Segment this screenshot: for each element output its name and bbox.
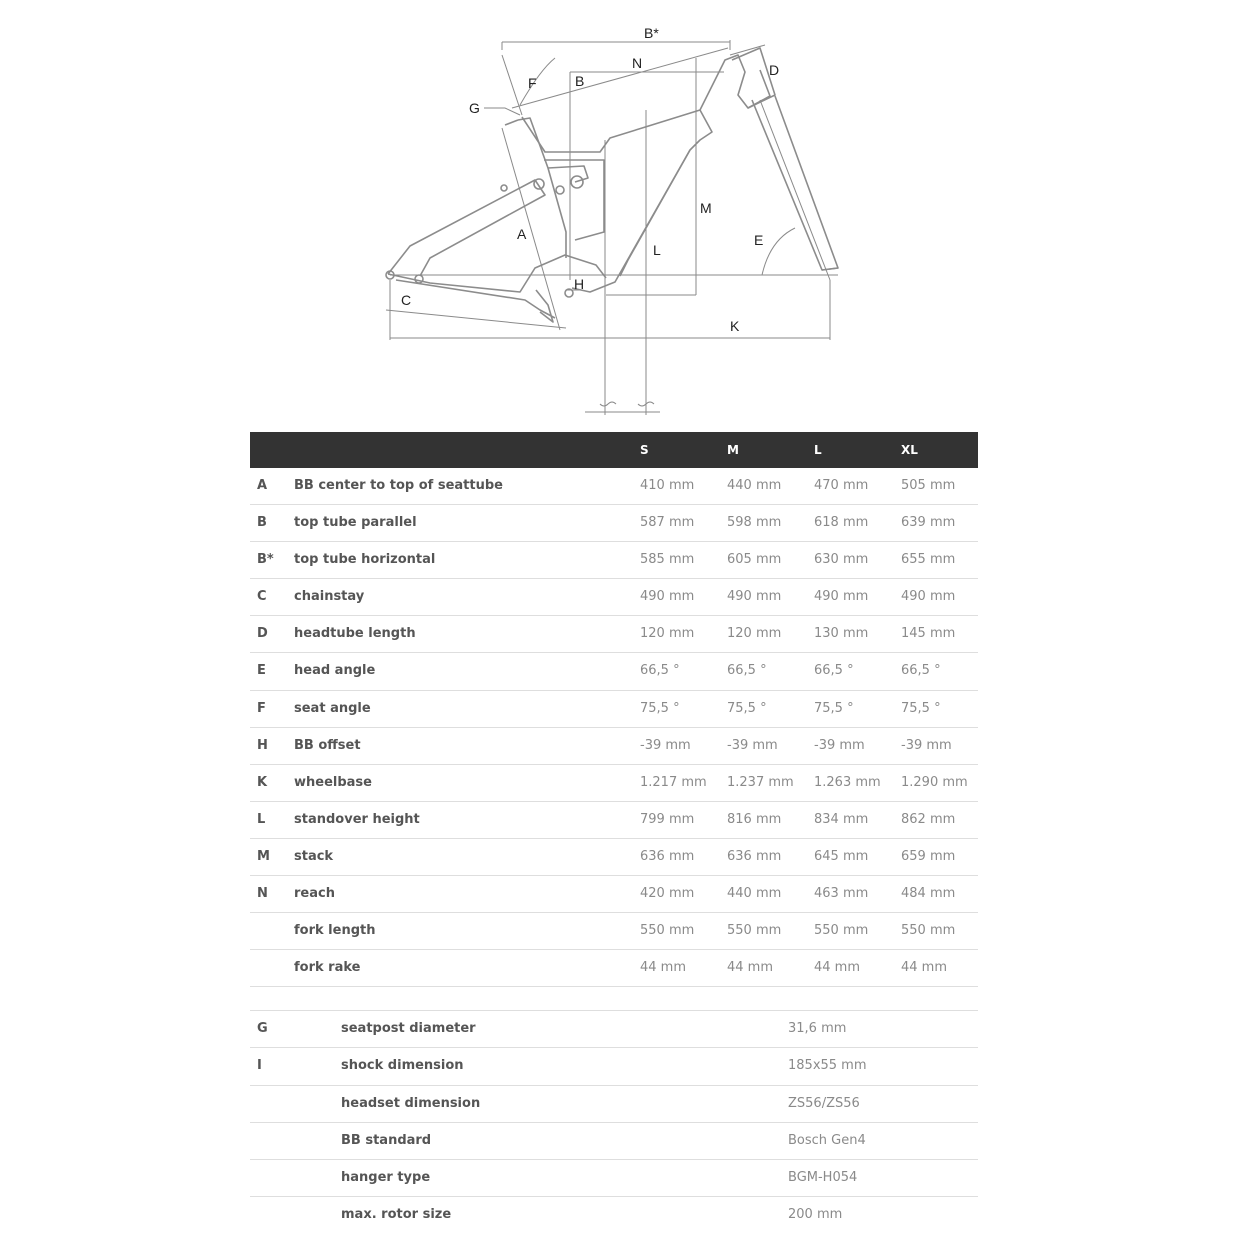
value-size-xl: 66,5 ° xyxy=(901,663,941,679)
header-size-xl: XL xyxy=(901,443,918,457)
value-size-l: 550 mm xyxy=(814,923,869,939)
value-size-l: 75,5 ° xyxy=(814,700,854,716)
row-name: stack xyxy=(294,848,334,864)
frame-geometry-svg xyxy=(0,0,1252,430)
row-name: wheelbase xyxy=(294,774,372,790)
label-f: F xyxy=(528,75,537,91)
value-size-m: 1.237 mm xyxy=(727,774,794,790)
value-size-m: 75,5 ° xyxy=(727,700,767,716)
table-row xyxy=(250,616,978,653)
value-size-m: 66,5 ° xyxy=(727,663,767,679)
value-size-l: 44 mm xyxy=(814,960,861,976)
value-size-m: 44 mm xyxy=(727,960,774,976)
value-size-s: 585 mm xyxy=(640,552,695,568)
value-size-m: 440 mm xyxy=(727,478,782,493)
value-size-s: 490 mm xyxy=(640,589,695,605)
header-size-s: S xyxy=(640,443,649,457)
table-row xyxy=(250,542,978,579)
value-size-s: 799 mm xyxy=(640,811,695,827)
row-name: top tube horizontal xyxy=(294,552,436,568)
spec-code: I xyxy=(257,1058,262,1074)
value-size-s: 120 mm xyxy=(640,626,695,642)
value-size-xl: 862 mm xyxy=(901,811,956,827)
value-size-xl: 145 mm xyxy=(901,626,956,642)
spec-name: BB standard xyxy=(341,1132,432,1148)
value-size-s: 66,5 ° xyxy=(640,663,680,679)
table-row xyxy=(250,876,978,913)
spec-value: Bosch Gen4 xyxy=(788,1132,866,1148)
value-size-l: -39 mm xyxy=(814,737,865,753)
row-name: fork length xyxy=(294,923,376,939)
value-size-xl: -39 mm xyxy=(901,737,952,753)
value-size-s: 410 mm xyxy=(640,478,695,493)
value-size-l: 66,5 ° xyxy=(814,663,854,679)
label-bstar: B* xyxy=(644,25,659,41)
value-size-s: 75,5 ° xyxy=(640,700,680,716)
row-code: A xyxy=(257,478,268,493)
value-size-l: 1.263 mm xyxy=(814,774,881,790)
value-size-l: 618 mm xyxy=(814,515,869,531)
value-size-m: 550 mm xyxy=(727,923,782,939)
value-size-s: 636 mm xyxy=(640,848,695,864)
value-size-l: 470 mm xyxy=(814,478,869,493)
value-size-m: 816 mm xyxy=(727,811,782,827)
table-row xyxy=(250,505,978,542)
row-code: C xyxy=(257,589,267,605)
geometry-table xyxy=(250,432,978,987)
value-size-m: 605 mm xyxy=(727,552,782,568)
spec-code: G xyxy=(257,1021,268,1036)
value-size-m: 490 mm xyxy=(727,589,782,605)
table-row xyxy=(250,1123,978,1160)
value-size-xl: 75,5 ° xyxy=(901,700,941,716)
frame-geometry-diagram xyxy=(0,0,1252,430)
row-code: B* xyxy=(257,552,274,568)
label-c: C xyxy=(401,292,412,308)
value-size-s: 44 mm xyxy=(640,960,687,976)
value-size-xl: 639 mm xyxy=(901,515,956,531)
table-row xyxy=(250,839,978,876)
value-size-s: 1.217 mm xyxy=(640,774,707,790)
value-size-l: 130 mm xyxy=(814,626,869,642)
value-size-m: 598 mm xyxy=(727,515,782,531)
value-size-m: 636 mm xyxy=(727,848,782,864)
row-code: K xyxy=(257,774,268,790)
table-row xyxy=(250,1086,978,1123)
spec-name: seatpost diameter xyxy=(341,1021,476,1036)
spec-value: BGM-H054 xyxy=(788,1170,858,1186)
label-a: A xyxy=(517,226,527,242)
row-name: seat angle xyxy=(294,700,371,716)
row-code: F xyxy=(257,700,266,716)
value-size-s: 587 mm xyxy=(640,515,695,531)
value-size-xl: 490 mm xyxy=(901,589,956,605)
row-code: L xyxy=(257,811,266,827)
spec-name: headset dimension xyxy=(341,1095,481,1111)
value-size-l: 630 mm xyxy=(814,552,869,568)
value-size-s: 420 mm xyxy=(640,886,695,902)
spec-value: 31,6 mm xyxy=(788,1021,847,1036)
row-name: fork rake xyxy=(294,960,361,976)
value-size-xl: 484 mm xyxy=(901,886,956,902)
geometry-table-body xyxy=(250,468,978,987)
value-size-l: 463 mm xyxy=(814,886,869,902)
spec-name: hanger type xyxy=(341,1170,431,1186)
value-size-m: 440 mm xyxy=(727,886,782,902)
table-row xyxy=(250,1160,978,1197)
value-size-xl: 655 mm xyxy=(901,552,956,568)
value-size-l: 834 mm xyxy=(814,811,869,827)
geometry-table-header xyxy=(250,432,978,468)
table-row xyxy=(250,1048,978,1085)
label-m: M xyxy=(700,200,712,216)
row-name: chainstay xyxy=(294,589,365,605)
label-g: G xyxy=(469,100,480,116)
row-name: BB center to top of seattube xyxy=(294,478,503,493)
table-row xyxy=(250,765,978,802)
row-name: headtube length xyxy=(294,626,416,642)
row-code: D xyxy=(257,626,268,642)
label-e: E xyxy=(754,232,764,248)
row-code: H xyxy=(257,737,268,753)
header-size-m: M xyxy=(727,443,739,457)
label-d: D xyxy=(769,62,780,78)
row-code: B xyxy=(257,515,267,531)
row-name: reach xyxy=(294,886,335,902)
table-row xyxy=(250,1197,978,1234)
spec-name: shock dimension xyxy=(341,1058,464,1074)
table-row xyxy=(250,950,978,987)
table-row xyxy=(250,653,978,690)
row-name: BB offset xyxy=(294,737,361,753)
value-size-l: 645 mm xyxy=(814,848,869,864)
value-size-s: 550 mm xyxy=(640,923,695,939)
row-name: head angle xyxy=(294,663,376,679)
table-row xyxy=(250,728,978,765)
spec-value: ZS56/ZS56 xyxy=(788,1095,860,1111)
label-h: H xyxy=(574,276,585,292)
spec-value: 185x55 mm xyxy=(788,1058,867,1074)
table-row xyxy=(250,802,978,839)
value-size-xl: 44 mm xyxy=(901,960,948,976)
table-row xyxy=(250,913,978,950)
label-k: K xyxy=(730,318,740,334)
table-row xyxy=(250,691,978,728)
value-size-xl: 550 mm xyxy=(901,923,956,939)
component-spec-table xyxy=(250,1010,978,1235)
table-row xyxy=(250,579,978,616)
label-n: N xyxy=(632,55,643,71)
row-code: E xyxy=(257,663,266,679)
table-row xyxy=(250,468,978,505)
bike-frame-outline xyxy=(386,48,838,322)
spec-name: max. rotor size xyxy=(341,1207,452,1223)
value-size-m: -39 mm xyxy=(727,737,778,753)
value-size-xl: 1.290 mm xyxy=(901,774,968,790)
label-l: L xyxy=(653,242,661,258)
row-name: standover height xyxy=(294,811,420,827)
value-size-l: 490 mm xyxy=(814,589,869,605)
row-code: N xyxy=(257,886,268,902)
component-spec-body xyxy=(250,1011,978,1235)
row-name: top tube parallel xyxy=(294,515,417,531)
value-size-s: -39 mm xyxy=(640,737,691,753)
header-size-l: L xyxy=(814,443,822,457)
row-code: M xyxy=(257,848,270,864)
value-size-m: 120 mm xyxy=(727,626,782,642)
spec-value: 200 mm xyxy=(788,1207,843,1223)
table-row xyxy=(250,1011,978,1048)
label-b: B xyxy=(575,73,585,89)
value-size-xl: 505 mm xyxy=(901,478,956,493)
value-size-xl: 659 mm xyxy=(901,848,956,864)
